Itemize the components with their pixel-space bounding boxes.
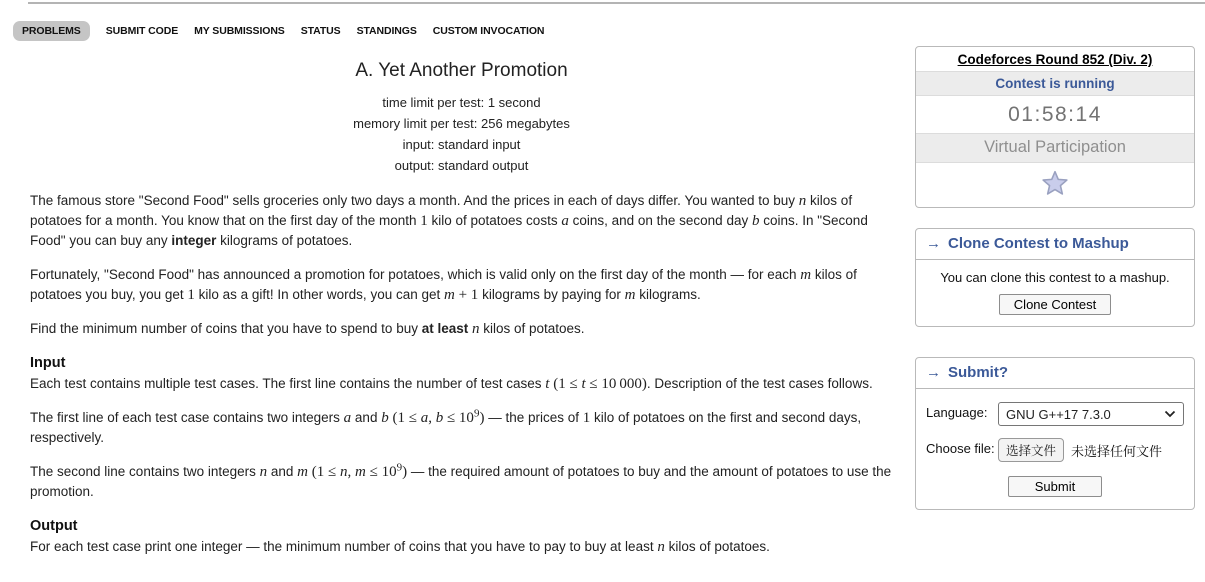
tab-status[interactable]: STATUS [300, 25, 341, 37]
arrow-icon: → [926, 235, 941, 252]
clone-contest-header-link[interactable] [916, 229, 1194, 260]
submit-button[interactable]: Submit [1008, 476, 1102, 497]
time-limit: time limit per test: 1 second [382, 95, 541, 110]
choose-file-label: Choose file: [926, 441, 995, 456]
choose-file-button[interactable]: 选择文件 [998, 438, 1064, 462]
memory-limit: memory limit per test: 256 megabytes [353, 116, 570, 131]
output-paragraph: For each test case print one integer — the minimum number of coins that you have to pay to buy at least n kilos of potatoes. [30, 539, 770, 555]
submit-header-label: Submit? [948, 364, 1008, 381]
contest-status: Contest is running [995, 76, 1115, 91]
input-spec: input: standard input [402, 137, 521, 152]
problem-statement-panel [30, 60, 893, 571]
input-header: Input [30, 355, 66, 371]
clone-description: You can clone this contest to a mashup. [940, 270, 1170, 285]
language-select[interactable] [998, 402, 1184, 426]
statement-paragraph: The famous store "Second Food" sells groceries only two days a month. And the prices in each of days differ. You wanted to buy n kilos of potatoes for a month. You know that on the first day of the month 1 kilo of potatoes costs a coins, and on the second day b coins. In "Second Food" you can buy any integer kilograms of potatoes. [30, 193, 868, 248]
favorite-star-icon[interactable] [1041, 170, 1069, 196]
output-header: Output [30, 518, 78, 534]
language-label: Language: [926, 405, 988, 420]
sidebar [915, 46, 1195, 510]
problem-title: A. Yet Another Promotion [355, 60, 568, 81]
input-paragraph: Each test contains multiple test cases. The first line contains the number of test cases t (1 ≤ t ≤ 10 000). Description of the test cases follows. [30, 376, 873, 392]
contest-countdown-timer: 01:58:14 [1008, 103, 1102, 126]
submit-header-link[interactable] [916, 358, 1194, 389]
participation-mode: Virtual Participation [984, 138, 1126, 156]
tab-standings[interactable]: STANDINGS [356, 25, 417, 37]
tab-my-submissions[interactable]: MY SUBMISSIONS [194, 25, 285, 37]
input-paragraph: The second line contains two integers n and m (1 ≤ n, $m \le 10^9$) — the required amount of potatoes to buy and the amount of potatoes to use the promotion. [30, 461, 892, 499]
statement-paragraph: Find the minimum number of coins that you have to spend to buy at least n kilos of potatoes. [30, 321, 585, 337]
contest-info-box [915, 46, 1195, 208]
contest-title-link[interactable]: Codeforces Round 852 (Div. 2) [957, 52, 1153, 67]
tab-custom-invocation[interactable]: CUSTOM INVOCATION [432, 25, 545, 37]
output-spec: output: standard output [394, 158, 529, 173]
arrow-icon: → [926, 364, 941, 381]
contest-tab-bar [13, 21, 544, 41]
submit-box [915, 357, 1195, 510]
top-divider [28, 2, 1205, 4]
input-paragraph: The first line of each test case contains two integers a and b (1 ≤ a, $b \le 10^9$) — the prices of 1 kilo of potatoes on the first and second days, respectively. [30, 407, 862, 445]
clone-contest-box [915, 228, 1195, 327]
statement-paragraph: Fortunately, "Second Food" has announced a promotion for potatoes, which is valid only on the first day of the month — for each m kilos of potatoes you buy, you get 1 kilo as a gift! In other words, you can get m + 1 kilograms by paying for m kilograms. [30, 267, 857, 303]
tab-submit-code[interactable]: SUBMIT CODE [105, 25, 179, 37]
clone-header-label: Clone Contest to Mashup [948, 235, 1129, 252]
tab-problems[interactable]: PROBLEMS [13, 21, 90, 41]
chevron-down-icon [1164, 410, 1176, 418]
language-selected-value: GNU G++17 7.3.0 [1006, 406, 1111, 422]
clone-contest-button[interactable]: Clone Contest [999, 294, 1111, 315]
file-status-text: 未选择任何文件 [1071, 444, 1163, 460]
